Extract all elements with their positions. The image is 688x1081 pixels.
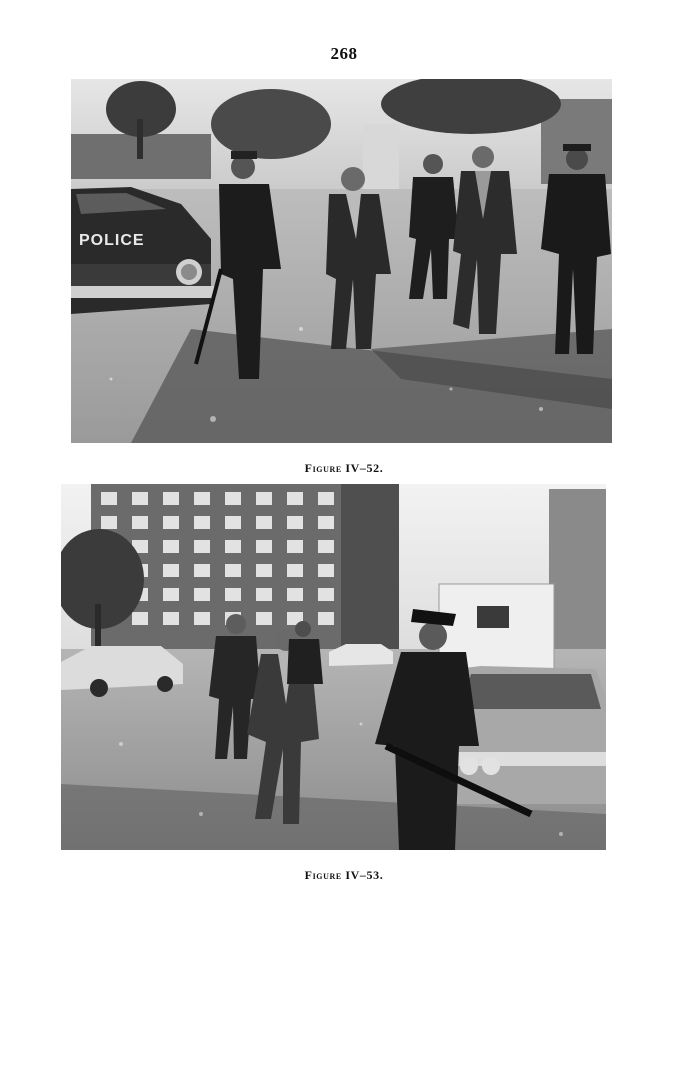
building-window <box>101 516 117 529</box>
building-window <box>194 588 210 601</box>
building-window <box>132 516 148 529</box>
building-window <box>163 540 179 553</box>
police-car-marking: POLICE <box>79 232 145 249</box>
building-window <box>194 540 210 553</box>
building-window <box>256 492 272 505</box>
building-window <box>194 612 210 625</box>
building-window <box>163 612 179 625</box>
building-window <box>318 612 334 625</box>
building-window <box>194 492 210 505</box>
building-window <box>225 492 241 505</box>
tree <box>211 89 331 159</box>
parked-car <box>456 666 606 804</box>
building-window <box>287 588 303 601</box>
figure-caption: Figure IV–52. <box>304 461 384 475</box>
building-window <box>287 564 303 577</box>
figure-iv-52-photo <box>71 79 612 443</box>
building-window <box>318 540 334 553</box>
building-window <box>163 564 179 577</box>
building-window <box>132 492 148 505</box>
building-window <box>318 588 334 601</box>
building-window <box>256 564 272 577</box>
building-window <box>194 564 210 577</box>
building-window <box>287 516 303 529</box>
building-window <box>194 516 210 529</box>
building-window <box>225 588 241 601</box>
building-window <box>225 540 241 553</box>
building-window <box>318 564 334 577</box>
building-window <box>256 588 272 601</box>
building-window <box>287 540 303 553</box>
figure-iv-53-photo <box>61 484 606 850</box>
building-window <box>225 516 241 529</box>
building-window <box>163 492 179 505</box>
figure-iv-52-scene <box>71 79 612 443</box>
building-window <box>318 492 334 505</box>
figure-caption: Figure IV–53. <box>304 868 384 882</box>
figure-iv-53-scene <box>61 484 606 850</box>
building-window <box>163 516 179 529</box>
building-window <box>256 612 272 625</box>
building-window <box>256 540 272 553</box>
background-building-right <box>549 489 606 654</box>
building-window <box>225 564 241 577</box>
page-number: 268 <box>330 44 358 63</box>
building-window <box>101 492 117 505</box>
building-window <box>318 516 334 529</box>
building-window <box>163 588 179 601</box>
building-window <box>132 612 148 625</box>
building-window <box>256 516 272 529</box>
building-window <box>287 492 303 505</box>
